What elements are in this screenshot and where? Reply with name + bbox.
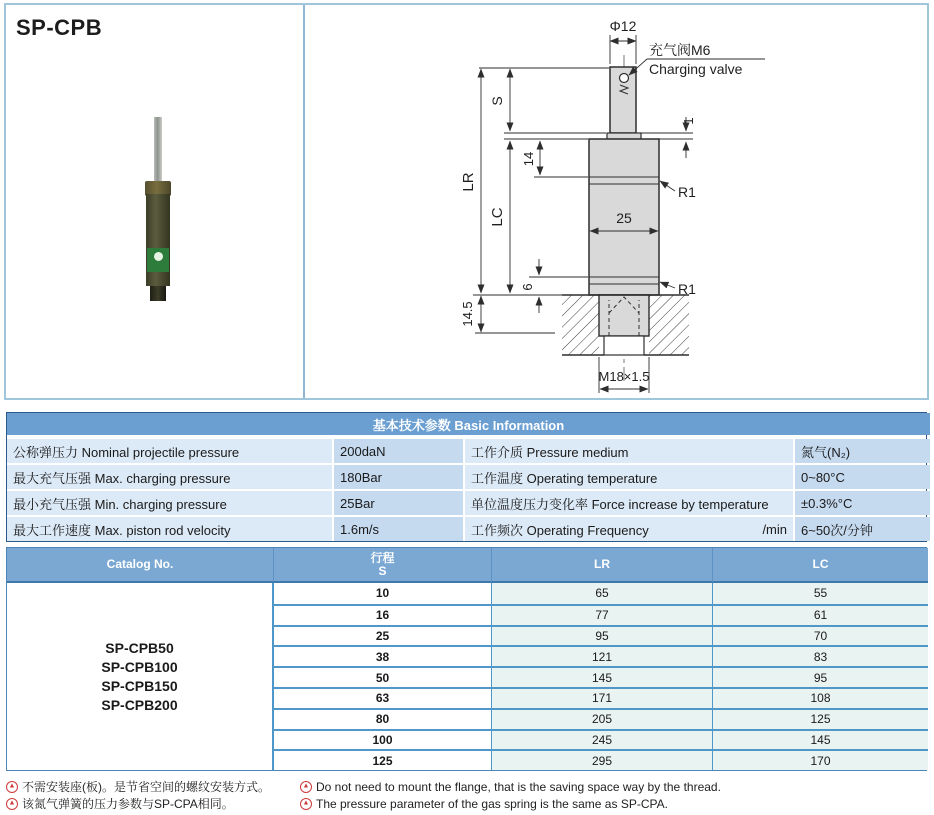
cell-stroke: 80 bbox=[274, 708, 492, 729]
col-header-text-s: S bbox=[378, 563, 387, 578]
dim-s-label: S bbox=[489, 96, 505, 106]
cell-stroke: 100 bbox=[274, 729, 492, 750]
cell-lr: 205 bbox=[492, 708, 713, 729]
cell-lr: 65 bbox=[492, 583, 713, 604]
cell-lr: 245 bbox=[492, 729, 713, 750]
note-line bbox=[300, 778, 928, 795]
basic-info-value: 0~80°C bbox=[795, 465, 930, 489]
charging-valve-icon bbox=[620, 74, 629, 83]
cell-lc: 125 bbox=[713, 708, 928, 729]
photo-rod bbox=[154, 117, 162, 183]
cell-lc: 145 bbox=[713, 729, 928, 750]
dim-dia12-label: Φ12 bbox=[609, 18, 637, 34]
note-text: The pressure parameter of the gas spring is the same as SP-CPA. bbox=[316, 796, 668, 811]
dim-lr-label: LR bbox=[460, 172, 477, 192]
cell-lr: 77 bbox=[492, 604, 713, 625]
note-text: Do not need to mount the flange, that is the saving space way by the thread. bbox=[316, 779, 721, 794]
catalog-model: SP-CPB150 bbox=[101, 677, 178, 694]
basic-info-value: 25Bar bbox=[334, 491, 463, 515]
basic-info-label-text: 工作频次 Operating Frequency bbox=[471, 522, 649, 538]
basic-info-value: 180Bar bbox=[334, 465, 463, 489]
dim-lc-label: LC bbox=[489, 207, 506, 227]
alert-bell-icon: ▲ bbox=[6, 798, 18, 810]
catalog-table bbox=[6, 547, 927, 771]
basic-info-value: 6~50次/分钟 bbox=[795, 517, 930, 541]
dim-1-label: 1 bbox=[681, 117, 696, 125]
basic-info-label-unit: /min bbox=[762, 521, 787, 537]
cell-stroke: 50 bbox=[274, 666, 492, 687]
alert-bell-icon: ▲ bbox=[6, 781, 18, 793]
cell-lc: 83 bbox=[713, 645, 928, 666]
note-line bbox=[300, 795, 928, 812]
basic-info-label: 工作介质 Pressure medium bbox=[465, 439, 793, 463]
col-header-text: Catalog No. bbox=[106, 557, 174, 571]
basic-info-value: ±0.3%°C bbox=[795, 491, 930, 515]
col-header-stroke bbox=[274, 548, 492, 583]
basic-info-value: 1.6m/s bbox=[334, 517, 463, 541]
hatch-left bbox=[562, 295, 599, 355]
photo-thread-stub bbox=[150, 286, 166, 301]
basic-info-label: 单位温度压力变化率 Force increase by temperature bbox=[465, 491, 793, 515]
photo-body bbox=[146, 194, 170, 286]
catalog-model: SP-CPB200 bbox=[101, 696, 178, 713]
basic-information-table bbox=[6, 412, 927, 542]
valve-label-cn: 充气阀M6 bbox=[649, 42, 711, 58]
page-title: SP-CPB bbox=[16, 15, 103, 40]
note-line bbox=[6, 795, 298, 812]
basic-info-label: 工作温度 Operating temperature bbox=[465, 465, 793, 489]
basic-info-header: 基本技术参数 Basic Information bbox=[7, 413, 930, 435]
dim-14-label: 14 bbox=[521, 151, 536, 167]
thread-spec-label: M18×1.5 bbox=[598, 369, 650, 384]
basic-info-label: 最小充气压强 Min. charging pressure bbox=[7, 491, 332, 515]
hatch-right bbox=[649, 295, 689, 355]
basic-info-label: 公称弹压力 Nominal projectile pressure bbox=[7, 439, 332, 463]
col-header-text-cn: 行程 bbox=[370, 550, 395, 565]
col-header-lr bbox=[492, 548, 713, 583]
cell-lc: 95 bbox=[713, 666, 928, 687]
cell-stroke: 25 bbox=[274, 625, 492, 646]
product-photo bbox=[6, 5, 305, 402]
cell-lr: 295 bbox=[492, 749, 713, 770]
cell-lc: 55 bbox=[713, 583, 928, 604]
dim-25-label: 25 bbox=[616, 210, 632, 226]
basic-info-label: 最大充气压强 Max. charging pressure bbox=[7, 465, 332, 489]
col-header-catalog-no bbox=[7, 548, 274, 583]
alert-bell-icon: ▲ bbox=[300, 798, 312, 810]
note-text: 不需安装座(板)。是节省空间的螺纹安装方式。 bbox=[22, 780, 270, 794]
basic-info-value: 氮气(N₂) bbox=[795, 439, 930, 463]
cell-lr: 95 bbox=[492, 625, 713, 646]
technical-drawing-panel bbox=[307, 5, 929, 398]
stub-end bbox=[604, 336, 644, 355]
basic-info-label bbox=[465, 517, 793, 541]
basic-info-label: 最大工作速度 Max. piston rod velocity bbox=[7, 517, 332, 541]
cell-stroke: 10 bbox=[274, 583, 492, 604]
rod-collar bbox=[607, 133, 641, 139]
cell-lc: 108 bbox=[713, 687, 928, 708]
technical-drawing bbox=[307, 5, 929, 398]
valve-label-en: Charging valve bbox=[649, 61, 743, 77]
photo-brand-logo bbox=[154, 252, 163, 261]
notes-english bbox=[300, 778, 928, 812]
cell-lr: 171 bbox=[492, 687, 713, 708]
col-header-lc bbox=[713, 548, 928, 583]
radius-r1-top-label: R1 bbox=[678, 184, 696, 200]
photo-brand-label bbox=[147, 248, 169, 272]
thread-stub bbox=[599, 295, 649, 336]
col-header-text: LC bbox=[812, 557, 829, 571]
cell-lc: 61 bbox=[713, 604, 928, 625]
product-overview-box bbox=[4, 3, 929, 400]
catalog-model-list bbox=[7, 583, 274, 770]
cell-lc: 170 bbox=[713, 749, 928, 770]
catalog-model: SP-CPB50 bbox=[105, 639, 174, 656]
cell-lc: 70 bbox=[713, 625, 928, 646]
catalog-model: SP-CPB100 bbox=[101, 658, 178, 675]
cell-lr: 121 bbox=[492, 645, 713, 666]
col-header-text: LR bbox=[594, 557, 610, 571]
dim-6-label: 6 bbox=[520, 283, 535, 291]
cell-stroke: 16 bbox=[274, 604, 492, 625]
note-line bbox=[6, 778, 298, 795]
cell-lr: 145 bbox=[492, 666, 713, 687]
notes-chinese bbox=[6, 778, 298, 812]
alert-bell-icon: ▲ bbox=[300, 781, 312, 793]
note-text: 该氮气弹簧的压力参数与SP-CPA相同。 bbox=[22, 797, 234, 811]
cell-stroke: 63 bbox=[274, 687, 492, 708]
dim-14-5-label: 14.5 bbox=[460, 301, 475, 327]
cell-stroke: 38 bbox=[274, 645, 492, 666]
product-panel bbox=[6, 5, 305, 398]
basic-info-value: 200daN bbox=[334, 439, 463, 463]
radius-r1-bottom-label: R1 bbox=[678, 281, 696, 297]
cell-stroke: 125 bbox=[274, 749, 492, 770]
